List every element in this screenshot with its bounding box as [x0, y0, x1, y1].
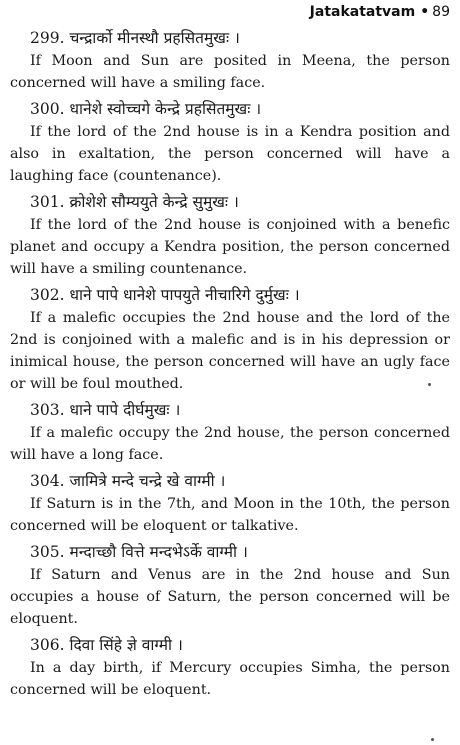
verse-300 [10, 98, 450, 187]
sanskrit-sloka: 302. धाने पापे धानेशे पापयुते नीचारिगे दुर्मुखः । [30, 286, 300, 304]
verse-list [10, 27, 450, 705]
verse-303 [10, 399, 450, 466]
sanskrit-sloka: 305. मन्दाच्छौ वित्ते मन्दभेऽर्के वाग्मी । [30, 543, 248, 561]
english-translation: If a malefic occupy the 2nd house, the person concerned will have a long face. [10, 425, 450, 463]
page-number: 89 [432, 4, 450, 20]
verse-304 [10, 470, 450, 537]
running-header [310, 4, 450, 20]
sanskrit-sloka: 304. जामित्रे मन्दे चन्द्रे खे वाग्मी । [30, 472, 226, 490]
english-translation: If a malefic occupies the 2nd house and the lord of the 2nd is conjoined with a malefic and is in his depression or inimical house, the person concerned will have an ugly face or will be foul mouthed. [10, 310, 450, 392]
sanskrit-sloka: 300. धानेशे स्वोच्चगे केन्द्रे प्रहसितमुखः । [30, 100, 262, 118]
english-translation: If Saturn and Venus are in the 2nd house and Sun occupies a house of Saturn, the person concerned will be eloquent. [10, 567, 450, 627]
verse-306 [10, 634, 450, 701]
sanskrit-sloka: 303. धाने पापे दीर्घमुखः । [30, 401, 181, 419]
verse-301 [10, 191, 450, 280]
scan-speck [428, 383, 431, 386]
verse-302 [10, 284, 450, 395]
sanskrit-sloka: 301. क्रोशेशे सौम्ययुते केन्द्रे सुमुखः । [30, 193, 239, 211]
verse-305 [10, 541, 450, 630]
english-translation: In a day birth, if Mercury occupies Simha, the person concerned will be eloquent. [10, 660, 450, 698]
english-translation: If Saturn is in the 7th, and Moon in the 10th, the person concerned will be eloquent or talkative. [10, 496, 450, 534]
english-translation: If Moon and Sun are posited in Meena, the person concerned will have a smiling face. [10, 53, 450, 91]
scan-speck [431, 738, 434, 741]
sanskrit-sloka: 306. दिवा सिंहे ज्ञे वाग्मी । [30, 636, 183, 654]
verse-299 [10, 27, 450, 94]
english-translation: If the lord of the 2nd house is in a Kendra position and also in exaltation, the person concerned will have a laughing face (countenance). [10, 124, 450, 184]
english-translation: If the lord of the 2nd house is conjoined with a benefic planet and occupy a Kendra position, the person concerned will have a smiling countenance. [10, 217, 450, 277]
book-title: Jatakatatvam [309, 4, 416, 20]
header-separator: • [420, 4, 430, 20]
sanskrit-sloka: 299. चन्द्रार्को मीनस्थौ प्रहसितमुखः । [30, 29, 240, 47]
